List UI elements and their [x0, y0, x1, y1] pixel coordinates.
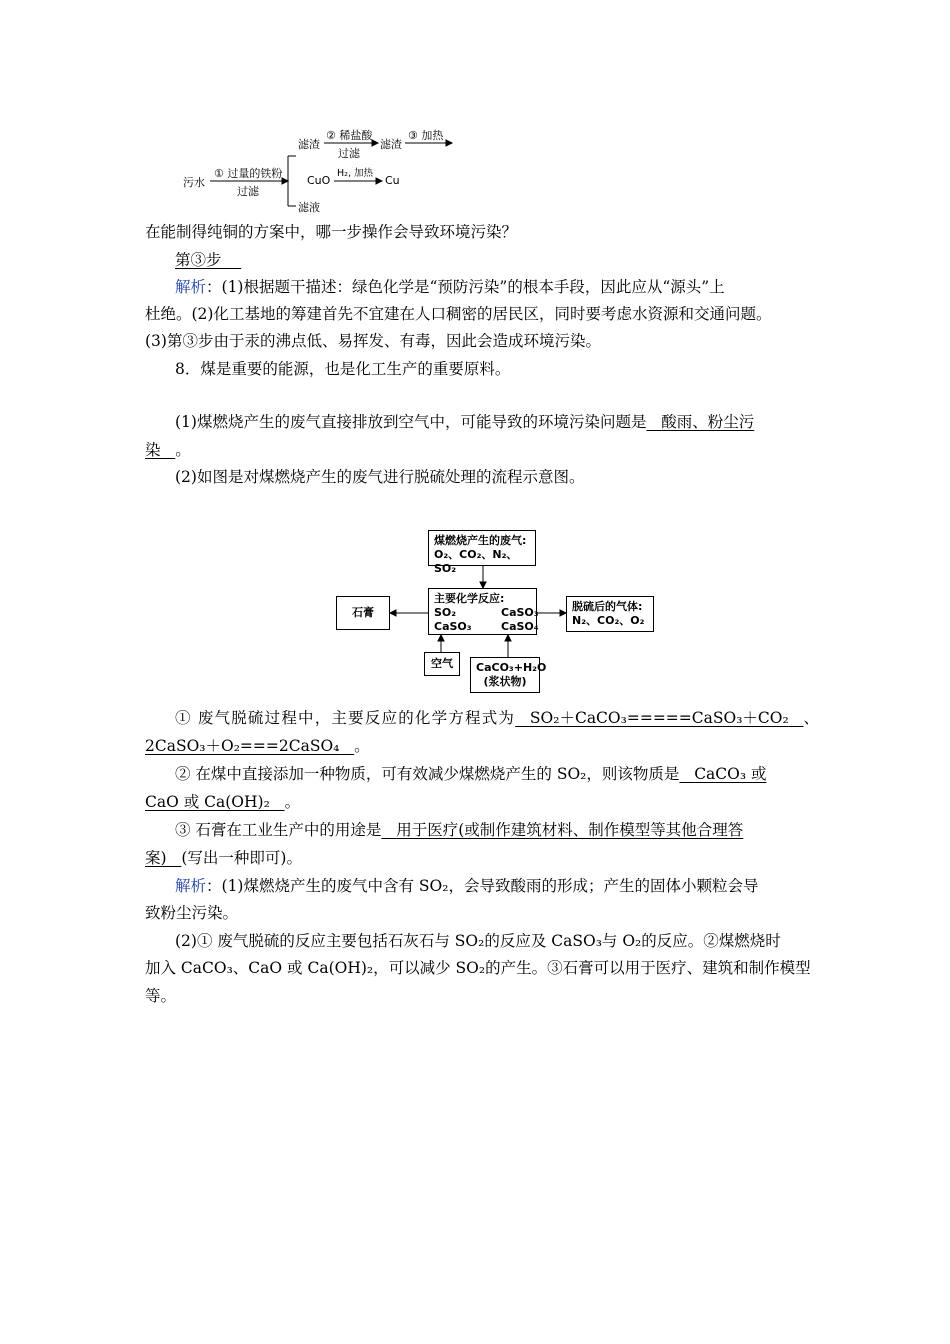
analysis-1-line-3: (3)第③步由于汞的沸点低、易挥发、有毒，因此会造成环境污染。 — [145, 332, 601, 350]
analysis-label: 解析 — [175, 278, 207, 296]
step1-reagent: ① 过量的铁粉 — [214, 167, 283, 180]
step2-reagent: ② 稀盐酸 — [326, 129, 373, 142]
question-8-sub-3-cont: 案) (写出一种即可)。 — [145, 849, 302, 867]
cu-product: Cu — [385, 174, 400, 187]
flow-start-sewage: 污水 — [183, 176, 205, 189]
answer-7-3-text: 第③步 — [175, 251, 222, 269]
filter-residue-1: 滤渣 — [298, 138, 320, 151]
question-8-stem: 8．煤是重要的能源，也是化工生产的重要原料。 — [175, 360, 511, 378]
q8-s1-answer-b: 2CaSO₃＋O₂===2CaSO₄ — [145, 737, 340, 755]
analysis-2-line-1: 解析：(1)煤燃烧产生的废气中含有 SO₂，会导致酸雨的形成；产生的固体小颗粒会导 — [175, 877, 759, 895]
step2-operation: 过滤 — [338, 147, 360, 160]
cuo-node: CuO — [307, 174, 331, 187]
analysis-1-line-1: 解析：(1)根据题干描述：绿色化学是“预防污染”的根本手段，因此应从“源头”上 — [175, 278, 725, 296]
air-box: 空气 — [424, 652, 460, 676]
question-8-part-1-cont: 染 。 — [145, 441, 191, 459]
analysis-2-line-2: 致粉尘污染。 — [145, 904, 239, 922]
q8-s1-answer-a: SO₂＋CaCO₃=====CaSO₃＋CO₂ — [529, 709, 789, 727]
filter-residue-2: 滤渣 — [380, 138, 402, 151]
exhaust-gas-box: 煤燃烧产生的废气: O₂、CO₂、N₂、SO₂ — [428, 530, 536, 566]
step3-operation: ③ 加热 — [408, 129, 444, 142]
desulfurized-gas-box: 脱硫后的气体: N₂、CO₂、O₂ — [566, 596, 654, 632]
question-8-sub-2-cont: CaO 或 Ca(OH)₂ 。 — [145, 793, 301, 811]
analysis-2-line-3: (2)① 废气脱硫的反应主要包括石灰石与 SO₂的反应及 CaSO₃与 O₂的反应。②煤燃烧时 — [175, 932, 781, 950]
gypsum-box: 石膏 — [336, 596, 390, 630]
slurry-box: CaCO₃+H₂O (浆状物) — [470, 657, 540, 693]
q8-s2-answer: CaCO₃ 或 — [694, 765, 767, 783]
filtrate-node: 滤液 — [298, 201, 320, 214]
question-8-part-1: (1)煤燃烧产生的废气直接排放到空气中，可能导致的环境污染问题是 酸雨、粉尘污 — [175, 413, 755, 431]
q8-s3-answer: 用于医疗(或制作建筑材料、制作模型等其他合理答 — [396, 821, 744, 839]
analysis-2-line-4: 加入 CaCO₃、CaO 或 Ca(OH)₂，可以减少 SO₂的产生。③石膏可以用于医疗、建筑和制作模型 — [145, 959, 811, 977]
h2-heat-condition: H₂, 加热 — [337, 168, 373, 179]
question-8-sub-2: ② 在煤中直接添加一种物质，可有效减少煤燃烧产生的 SO₂，则该物质是 CaCO₃ 或 — [175, 765, 767, 783]
question-7-3: 在能制得纯铜的方案中，哪一步操作会导致环境污染？ — [145, 223, 518, 241]
analysis-2-line-5: 等。 — [145, 987, 177, 1005]
question-8-sub-3: ③ 石膏在工业生产中的用途是 用于医疗(或制作建筑材料、制作模型等其他合理答 — [175, 821, 744, 839]
question-8-sub-1-cont: 2CaSO₃＋O₂===2CaSO₄ 。 — [145, 737, 370, 755]
question-8-sub-1: ① 废气脱硫过程中，主要反应的化学方程式为 SO₂＋CaCO₃=====CaSO₃＋CO₂ 、 — [175, 709, 821, 727]
q8-p1-answer: 酸雨、粉尘污 — [661, 413, 755, 431]
question-8-part-2: (2)如图是对煤燃烧产生的废气进行脱硫处理的流程示意图。 — [175, 468, 585, 486]
step1-operation: 过滤 — [237, 185, 259, 198]
main-reaction-box: 主要化学反应: SO₂ CaSO₃ CaSO₃ CaSO₄ — [428, 588, 537, 635]
analysis-1-line-2: 杜绝。(2)化工基地的筹建首先不宜建在人口稠密的居民区，同时要考虑水资源和交通问题。 — [145, 305, 772, 323]
analysis-label: 解析 — [175, 877, 207, 895]
